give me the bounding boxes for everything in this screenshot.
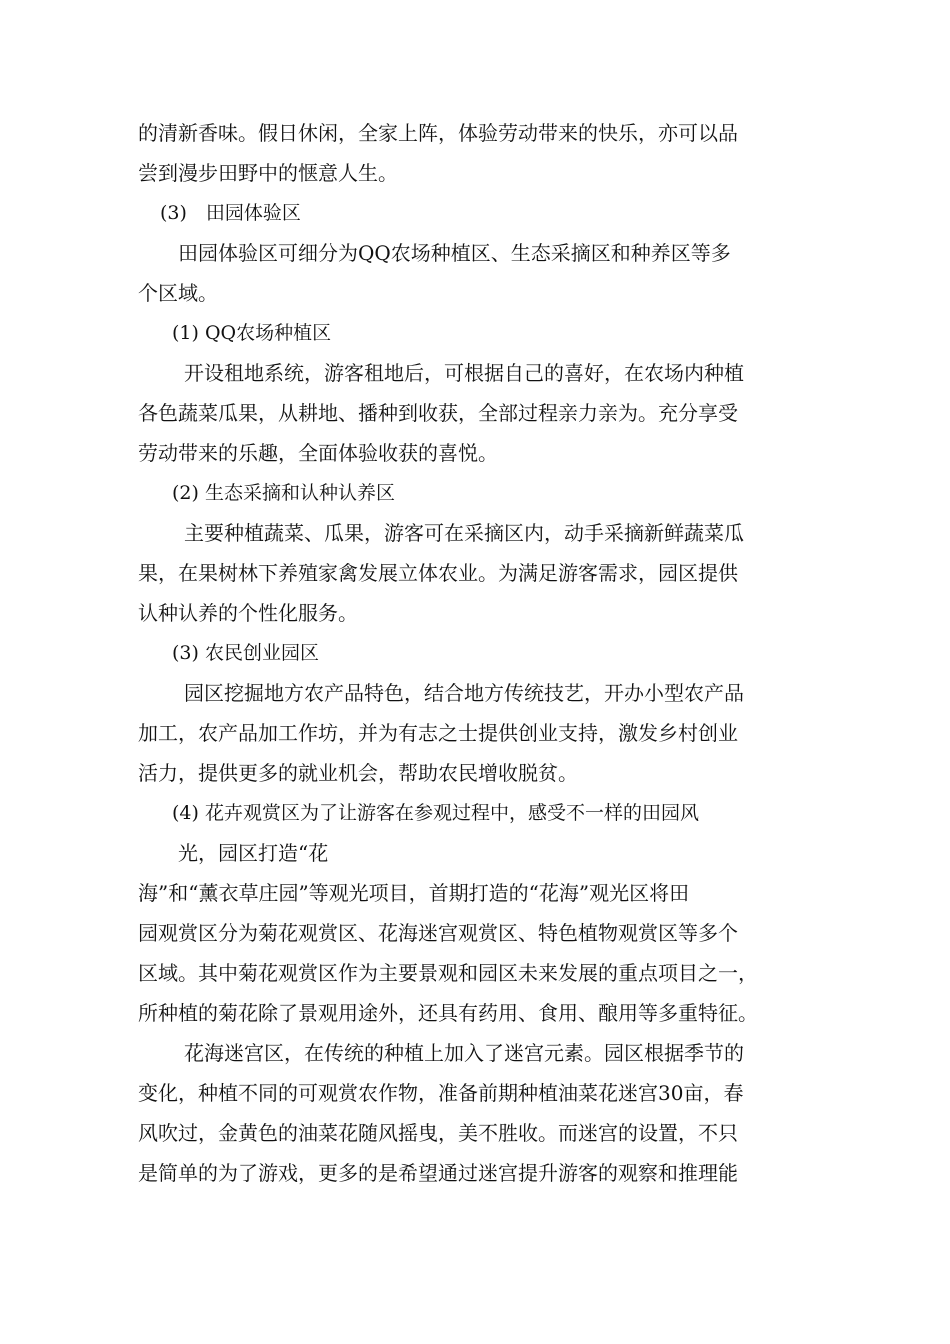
paragraph-line: 劳动带来的乐趣，全面体验收获的喜悦。 [138,441,498,465]
paragraph-line: 加工，农产品加工作坊，并为有志之士提供创业支持，激发乡村创业 [138,721,738,745]
paragraph-line: 尝到漫步田野中的惬意人生。 [138,161,398,185]
paragraph-line: 花海迷宫区，在传统的种植上加入了迷宫元素。园区根据季节的 [184,1041,744,1065]
document-body [138,113,828,1193]
subsection-heading: (3) 农民创业园区 [172,642,319,664]
paragraph-line: 光，园区打造“花 [178,841,329,865]
paragraph-line: 园区挖掘地方农产品特色，结合地方传统技艺，开办小型农产品 [184,681,744,705]
paragraph-line: 风吹过，金黄色的油菜花随风摇曳，美不胜收。而迷宫的设置，不只 [138,1121,738,1145]
paragraph-line: 主要种植蔬菜、瓜果，游客可在采摘区内，动手采摘新鲜蔬菜瓜 [184,521,744,545]
paragraph-line: 所种植的菊花除了景观用途外，还具有药用、食用、酿用等多重特征。 [138,1001,758,1025]
subsection-heading: (4) 花卉观赏区为了让游客在参观过程中，感受不一样的田园风 [172,802,699,824]
paragraph-line: 果，在果树林下养殖家禽发展立体农业。为满足游客需求，园区提供 [138,561,738,585]
paragraph-line: 海”和“薰衣草庄园”等观光项目，首期打造的“花海”观光区将田 [138,881,690,905]
paragraph-line: 活力，提供更多的就业机会，帮助农民增收脱贫。 [138,761,578,785]
section-heading: (3) 田园体验区 [160,202,301,224]
paragraph-line: 田园体验区可细分为QQ农场种植区、生态采摘区和种养区等多 [178,241,731,265]
paragraph-line: 变化，种植不同的可观赏农作物，准备前期种植油菜花迷宫30亩，春 [138,1081,744,1105]
paragraph-line: 个区域。 [138,281,218,305]
paragraph-line: 是简单的为了游戏，更多的是希望通过迷宫提升游客的观察和推理能 [138,1161,738,1185]
paragraph-line: 的清新香味。假日休闲，全家上阵，体验劳动带来的快乐，亦可以品 [138,121,738,145]
paragraph-line: 认种认养的个性化服务。 [138,601,358,625]
subsection-heading: (2) 生态采摘和认种认养区 [172,482,395,504]
paragraph-line: 开设租地系统，游客租地后，可根据自己的喜好，在农场内种植 [184,361,744,385]
paragraph-line: 园观赏区分为菊花观赏区、花海迷宫观赏区、特色植物观赏区等多个 [138,921,738,945]
subsection-heading: (1) QQ农场种植区 [172,322,332,344]
paragraph-line: 各色蔬菜瓜果，从耕地、播种到收获，全部过程亲力亲为。充分享受 [138,401,738,425]
paragraph-line: 区域。其中菊花观赏区作为主要景观和园区未来发展的重点项目之一， [138,961,758,985]
